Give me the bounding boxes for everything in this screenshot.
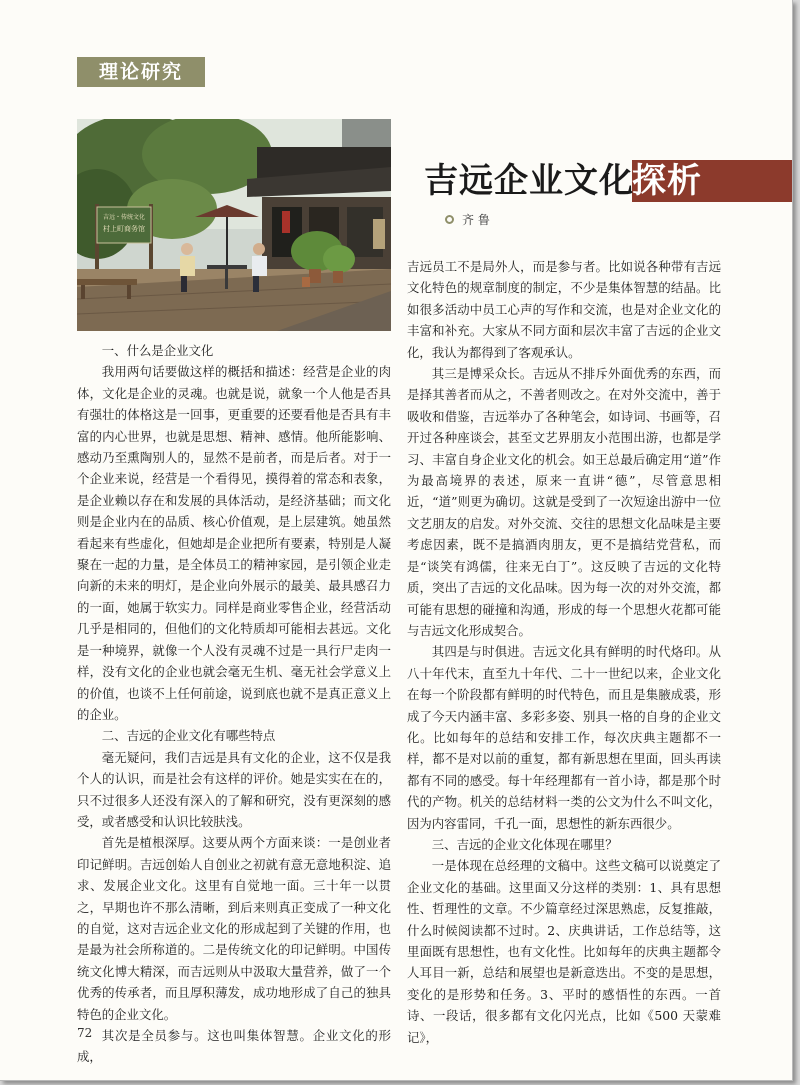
paragraph: 毫无疑问，我们吉远是具有文化的企业，这不仅是我个人的认识，而是社会有这样的评价。她是实实在在的，只不过很多人还没有深入的了解和研究，没有更深刻的感受，或者感受和认识比较肤浅。 — [77, 749, 391, 829]
paragraph: 其三是博采众长。吉远从不排斥外面优秀的东西，而是择其善者而从之，不善者则改之。在对外交流中，善于吸收和借鉴，吉远举办了各种笔会，如诗词、书画等，召开过各种座谈会，甚至文艺界朋友小范围出游，也都是学习、丰富自身企业文化的机会。如王总最后确定用“道”作为最高境界的表述，原来一直讲“德”，尽管意思相近，“道”则更为确切。这就是受到了一次短途出游中一位文艺朋友的启发。对外交流、交往的思想文化品味是主要考虑因素，既不是搞酒肉朋友，更不是搞结党营私，而是“谈笑有鸿儒，往来无白丁”。这反映了吉远的文化特质，突出了吉远的文化品味。因为每一次的对外交流，都可能有思想的碰撞和沟通，形成的每一个思想火花都可能与吉远文化形成契合。 — [407, 366, 721, 638]
page-number: 72 — [77, 1026, 93, 1040]
heading-what-is-culture: 一、什么是企业文化 — [101, 343, 214, 358]
article-photo — [77, 119, 391, 331]
paragraph: 我用两句话要做这样的概括和描述：经营是企业的肉体，文化是企业的灵魂。也就是说，就象一个人他是否具有强壮的体格这是一回事，更重要的还要看他是否具有丰富的内心世界，也就是思想、精神、感情。他所能影响、感动乃至熏陶别人的，显然不是前者，而是后者。对于一个企业来说，经营是一个看得见，摸得着的常态和表象，是企业赖以存在和发展的具体活动，是经济基础；而文化则是企业内在的品质、核心价值观，是上层建筑。她虽然看起来有些虚化，但她却是企业把所有要素，特别是人凝聚在一起的力量，是全体员工的精神家园，是引领企业走向新的未来的明灯，是企业向外展示的最美、最具感召力的一面，她属于软实力。同样是商业零售企业，经营活动几乎是相同的，但他们的文化特质却可能相去甚远。文化是一种境界，就像一个人没有灵魂不过是一具行尸走肉一样，没有文化的企业也就会毫无生机、毫无社会学意义上的价值，也谈不上任何前途，说到底也就不是真正意义上的企业。 — [77, 364, 391, 722]
sign-text-line1: 吉远・传统文化 — [102, 214, 146, 221]
right-column — [407, 256, 721, 1048]
article-title-main: 吉远企业文化 — [424, 161, 634, 201]
sign-text-line2: 村上町商务馆 — [103, 225, 145, 233]
paragraph: 其四是与时俱进。吉远文化具有鲜明的时代烙印。从八十年代末，直至九十年代、二十一世纪以来，企业文化在每一个阶段都有鲜明的时代特色，而且是集腋成裘，形成了今天内涵丰富、多彩多姿、别具一格的自身的企业文化。比如每年的总结和安排工作，每次庆典主题都不一样，都不是对以前的重复，都有新思想在里面，回头再读都有不同的感受。每十年经理都有一首小诗，都是那个时代的产物。机关的总结材料一类的公文为什么不叫文化，因为内容雷同，千孔一面，思想性的新东西很少。 — [407, 644, 721, 831]
author-name: 齐 鲁 — [462, 213, 490, 227]
section-tag: 理论研究 — [77, 57, 205, 87]
heading-features: 二、吉远的企业文化有哪些特点 — [101, 728, 276, 744]
author-bullet-icon — [445, 215, 454, 224]
article-title-accent: 探析 — [632, 161, 702, 201]
left-column — [77, 340, 391, 1068]
paragraph: 首先是植根深厚。这要从两个方面来谈：一是创业者印记鲜明。吉远创始人自创业之初就有意无意地积淀、追求、发展企业文化。这里有自觉地一面。三十年一以贯之，早期也许不那么清晰，到后来则真正变成了一种文化的自觉，这对吉远企业文化的形成起到了关键的作用，也是最为社会所称道的。二是传统文化的印记鲜明。中国传统文化博大精深，而吉远则从中汲取大量营养，做了一个优秀的传承者，而且厚积薄发，成功地形成了自己的独具特色的企业文化。 — [77, 835, 391, 1022]
author-line — [445, 211, 490, 228]
paragraph: 其次是全员参与。这也叫集体智慧。企业文化的形成， — [77, 1028, 391, 1065]
heading-where-culture: 三、吉远的企业文化体现在哪里？ — [431, 836, 618, 852]
paragraph: 吉远员工不是局外人，而是参与者。比如说各种带有吉远文化特色的规章制度的制定，不少是集体智慧的结晶。比如很多活动中员工心声的写作和交流，也是对企业文化的丰富和补充。大家从不同方面和层次丰富了吉远的企业文化，我认为都得到了客观承认。 — [407, 259, 721, 360]
article-title — [424, 159, 634, 203]
paragraph: 一是体现在总经理的文稿中。这些文稿可以说奠定了企业文化的基础。这里面又分这样的类别：1、具有思想性、哲理性的文章。不少篇章经过深思熟虑，反复推敲，什么时候阅读都不过时。2、庆典讲话，工作总结等，这里面既有思想性，也有文化性。比如每年的庆典主题都令人耳目一新，总结和展望也是新意迭出。不变的是思想，变化的是形势和任务。3、平时的感悟性的东西。一首诗、一段话，很多都有文化闪光点，比如《500 天蒙难记》， — [407, 858, 721, 1045]
